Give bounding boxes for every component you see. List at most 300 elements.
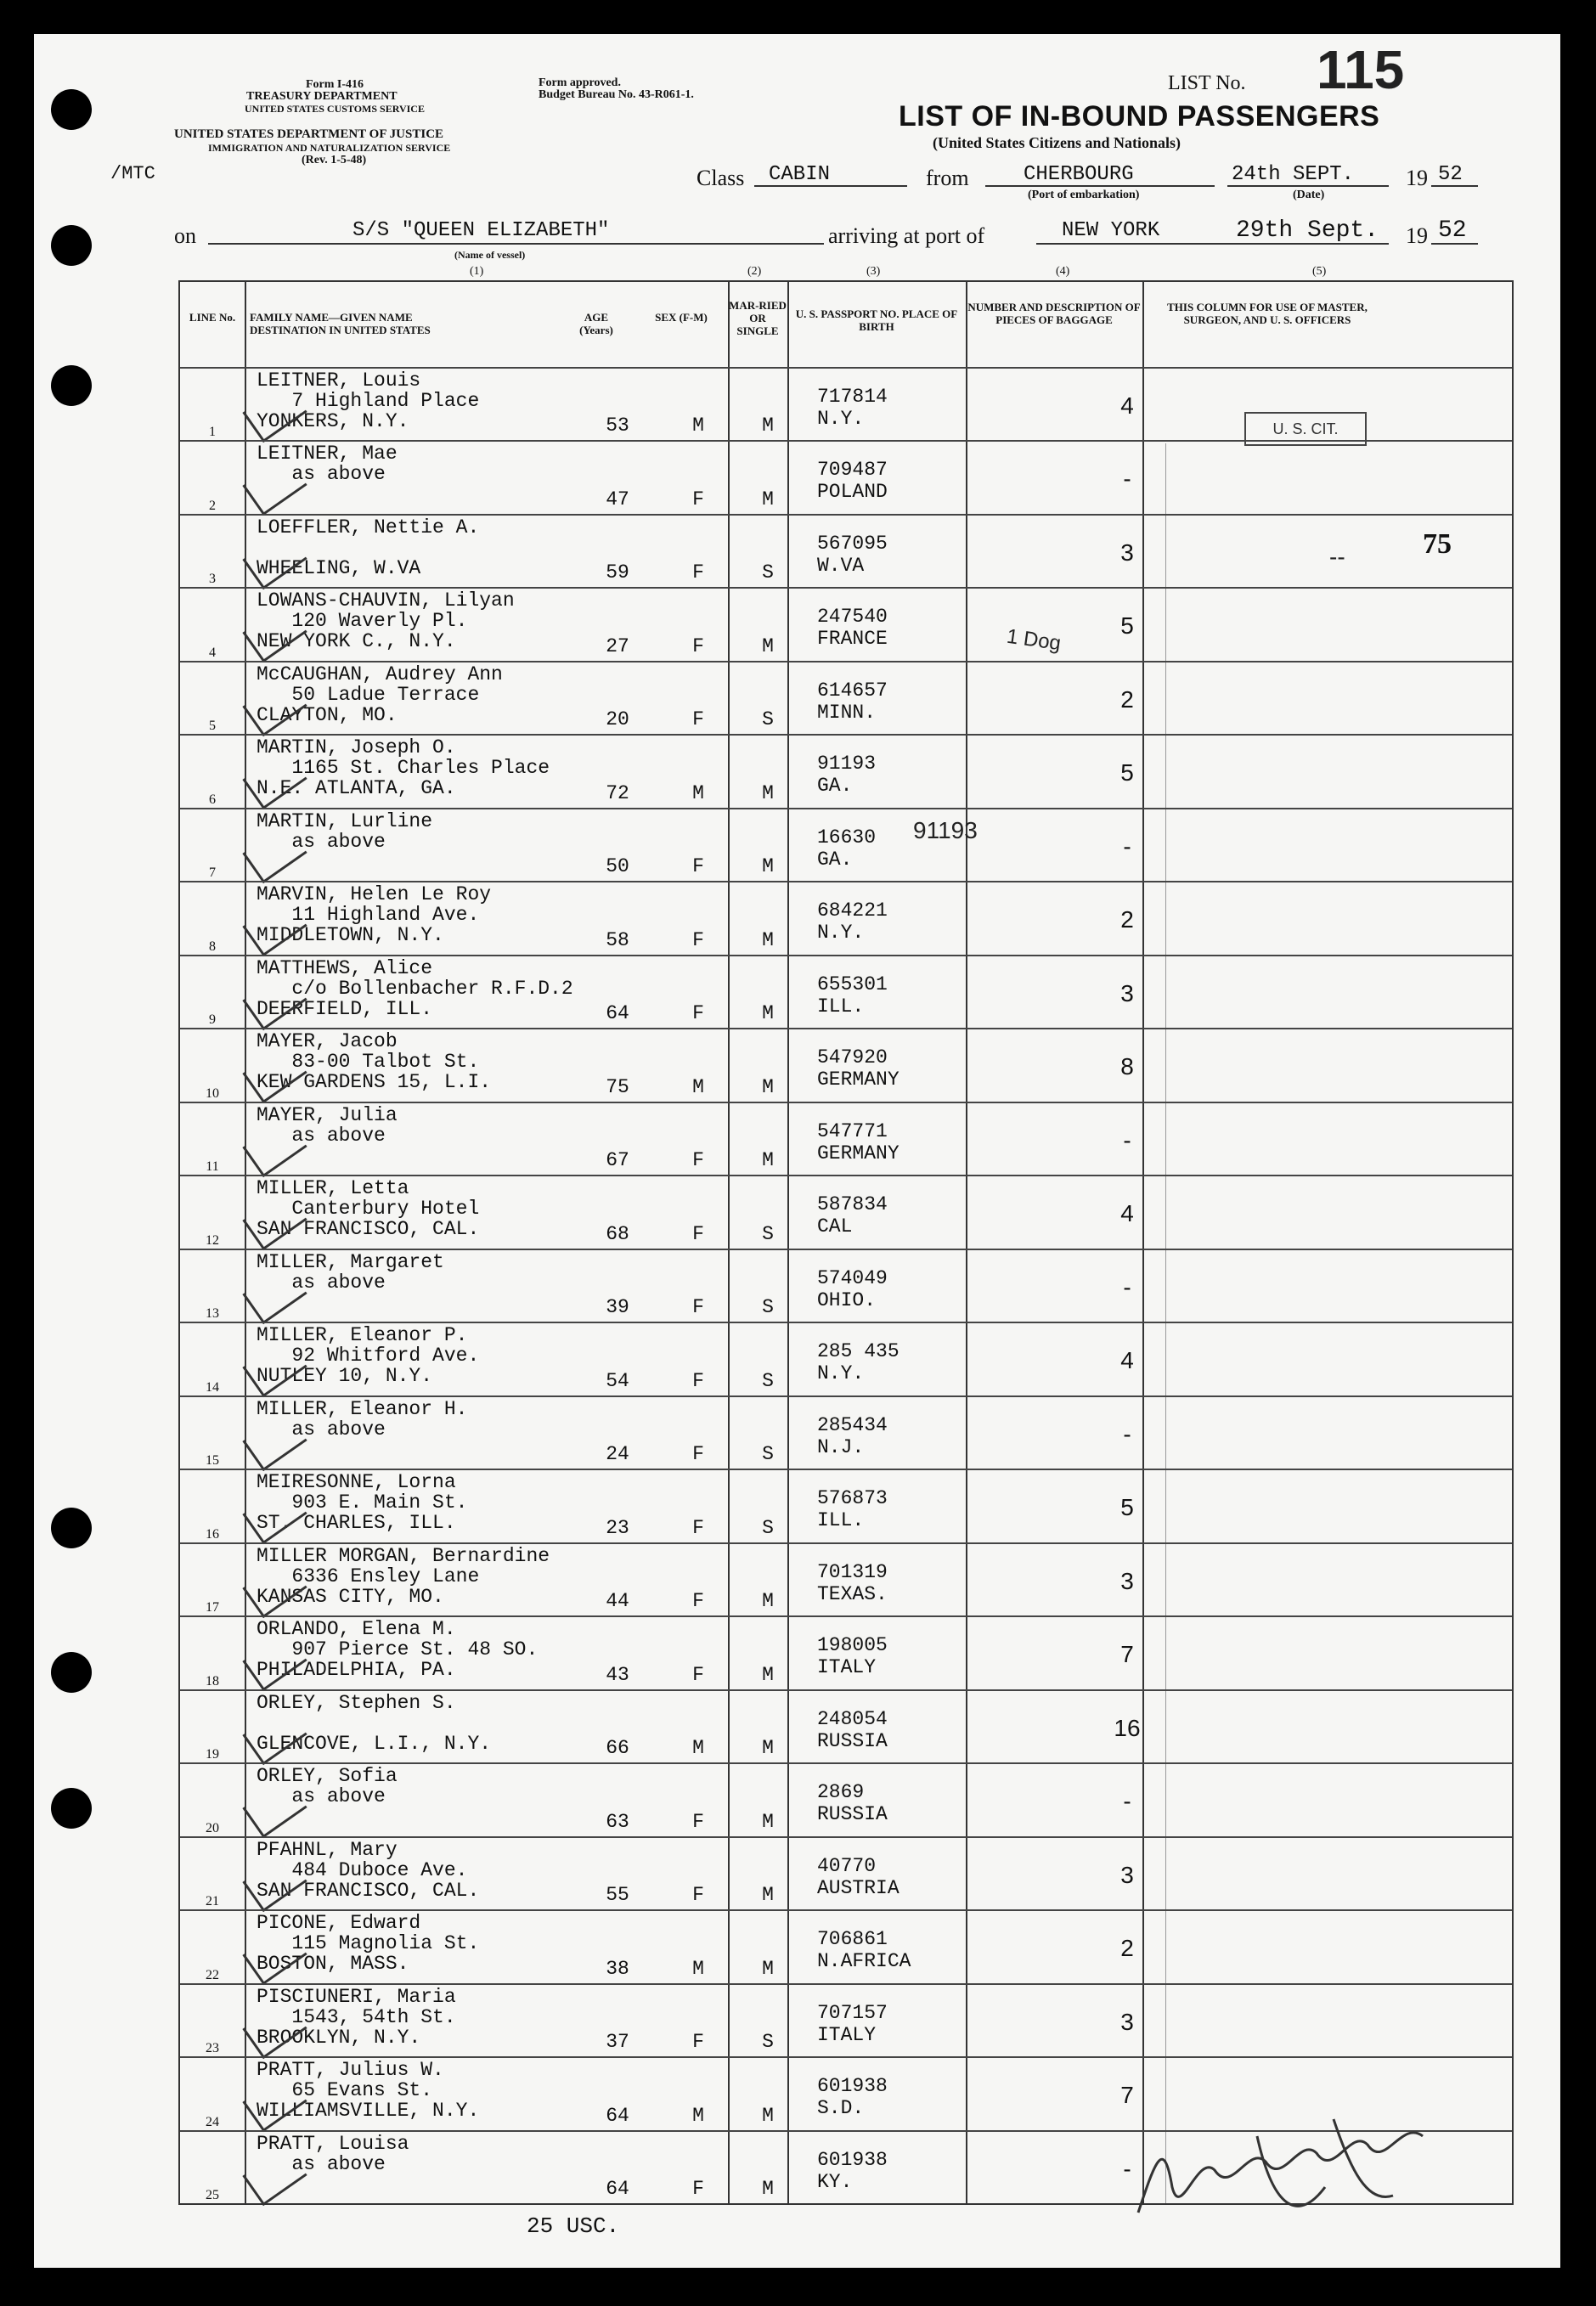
place-of-birth: ITALY — [817, 2023, 877, 2046]
date-caption: (Date) — [1293, 189, 1325, 201]
baggage-count: 3 — [1120, 1861, 1134, 1888]
baggage-count: 5 — [1120, 759, 1134, 787]
passenger-name: MARTIN, Joseph O. 1165 St. Charles Place N.E. ATLANTA, GA. — [257, 736, 550, 800]
baggage-count: 4 — [1120, 1347, 1134, 1374]
passenger-name: MARVIN, Helen Le Roy 11 Highland Ave. MIDDLETOWN, N.Y. — [257, 883, 492, 947]
passport-correction: 91193 — [913, 817, 978, 843]
table-row — [180, 1836, 1512, 1911]
marital-status: M — [762, 2177, 774, 2200]
passport-and-birthplace — [817, 1928, 911, 1972]
age: 55 — [606, 1884, 629, 1907]
sex: F — [692, 708, 704, 731]
passport-number: 2869 — [817, 1781, 865, 1804]
sex: M — [692, 1075, 704, 1098]
line-number: 17 — [206, 1600, 219, 1615]
col-header-line: LINE No. — [189, 311, 236, 324]
sex: F — [692, 1810, 704, 1833]
place-of-birth: OHIO. — [817, 1288, 877, 1311]
year-arrived: 52 — [1438, 217, 1467, 244]
passport-number: 248054 — [817, 1707, 888, 1730]
age: 43 — [606, 1663, 629, 1686]
line-number: 19 — [206, 1747, 219, 1762]
marital-status: S — [762, 2031, 774, 2054]
age: 64 — [606, 2177, 629, 2200]
punch-hole — [51, 365, 92, 406]
line-number: 6 — [209, 792, 216, 807]
line-number: 7 — [209, 865, 216, 881]
age: 37 — [606, 2031, 629, 2054]
officer-signature — [1130, 2085, 1435, 2238]
table-row — [180, 1689, 1512, 1764]
marital-status: M — [762, 1737, 774, 1760]
passport-number: 614657 — [817, 679, 888, 702]
place-of-birth: CAL — [817, 1215, 853, 1238]
place-of-birth: ILL. — [817, 1509, 865, 1532]
sex: F — [692, 855, 704, 878]
table-row — [180, 661, 1512, 736]
line-number: 24 — [206, 2114, 219, 2129]
age: 39 — [606, 1296, 629, 1319]
passenger-name: MILLER, Eleanor P. 92 Whitford Ave. NUTLEY 10, N.Y. — [257, 1324, 480, 1388]
passenger-name: MEIRESONNE, Lorna 903 E. Main St. ST. CHARLES, ILL. — [257, 1471, 468, 1535]
place-of-birth: AUSTRIA — [817, 1876, 900, 1899]
col-num-3: (3) — [866, 265, 881, 278]
line-number: 8 — [209, 939, 216, 954]
baggage-count: - — [1123, 2155, 1131, 2182]
passport-number: 655301 — [817, 973, 888, 995]
note-75: 75 — [1423, 528, 1452, 560]
passport-number: 547920 — [817, 1046, 888, 1069]
punch-hole — [51, 225, 92, 266]
line-number: 22 — [206, 1967, 219, 1982]
passport-and-birthplace — [817, 533, 888, 577]
sex: F — [692, 634, 704, 657]
place-of-birth: TEXAS. — [817, 1582, 888, 1605]
passenger-name: LOEFFLER, Nettie A. WHEELING, W.VA — [257, 516, 480, 579]
sex: M — [692, 414, 704, 437]
baggage-count: 7 — [1120, 1641, 1134, 1668]
col-num-1: (1) — [470, 265, 484, 278]
age: 75 — [606, 1075, 629, 1098]
passport-number: 91193 — [817, 753, 877, 775]
table-row — [180, 440, 1512, 515]
dog-note: 1 Dog — [1005, 624, 1063, 656]
passenger-name: MILLER, Margaret as above — [257, 1250, 444, 1294]
marital-status: M — [762, 1663, 774, 1686]
sex: F — [692, 1002, 704, 1025]
age: 58 — [606, 928, 629, 951]
passenger-name: LOWANS-CHAUVIN, Lilyan 120 Waverly Pl. NEW YORK C., N.Y. — [257, 589, 515, 653]
sex: F — [692, 1516, 704, 1539]
table-row — [180, 1762, 1512, 1837]
punch-hole — [51, 1652, 92, 1693]
table-row — [180, 1615, 1512, 1690]
baggage-count: 3 — [1120, 979, 1134, 1006]
col-header-baggage: NUMBER AND DESCRIPTION OF PIECES OF BAGGAGE — [967, 301, 1141, 326]
marital-status: M — [762, 781, 774, 804]
baggage-count: - — [1123, 1126, 1131, 1153]
table-row — [180, 1322, 1512, 1396]
place-of-birth: S.D. — [817, 2097, 865, 2120]
mtc-code: /MTC — [110, 163, 155, 184]
age: 54 — [606, 1369, 629, 1392]
passport-number: 709487 — [817, 459, 888, 482]
passport-and-birthplace — [817, 1414, 888, 1458]
age: 24 — [606, 1443, 629, 1466]
marital-status: M — [762, 634, 774, 657]
age: 64 — [606, 1002, 629, 1025]
place-of-birth: ITALY — [817, 1656, 877, 1679]
passenger-name: MILLER, Eleanor H. as above — [257, 1397, 468, 1441]
age: 66 — [606, 1737, 629, 1760]
service: UNITED STATES CUSTOMS SERVICE — [245, 103, 425, 115]
arrival-date: 29th Sept. — [1236, 217, 1379, 244]
passport-and-birthplace — [817, 606, 888, 650]
line-number: 2 — [209, 498, 216, 513]
col-header-officers: THIS COLUMN FOR USE OF MASTER, SURGEON, AND U. S. OFFICERS — [1167, 301, 1368, 326]
col-header-married: MAR-RIED OR SINGLE — [729, 299, 787, 337]
passport-and-birthplace — [817, 2149, 888, 2193]
sex: F — [692, 1663, 704, 1686]
passport-and-birthplace — [817, 459, 888, 503]
table-row — [180, 734, 1512, 809]
list-subtitle: (United States Citizens and Nationals) — [933, 134, 1181, 151]
table-row — [180, 808, 1512, 882]
passport-number: 717814 — [817, 386, 888, 408]
sex: F — [692, 1296, 704, 1319]
passenger-table — [178, 280, 1514, 2205]
passport-number: 684221 — [817, 899, 888, 922]
ins: IMMIGRATION AND NATURALIZATION SERVICE — [208, 142, 451, 154]
line-number: 16 — [206, 1526, 219, 1542]
marital-status: M — [762, 855, 774, 878]
place-of-birth: GA. — [817, 775, 853, 798]
passport-number: 576873 — [817, 1487, 888, 1510]
marital-status: M — [762, 1075, 774, 1098]
passport-and-birthplace — [817, 679, 888, 724]
port-caption: (Port of embarkation) — [1028, 189, 1140, 201]
col-num-5: (5) — [1312, 265, 1327, 278]
form-approved: Form approved. — [539, 76, 621, 89]
table-row — [180, 1983, 1512, 2058]
passport-number: 706861 — [817, 1928, 888, 1951]
baggage-count: 2 — [1120, 685, 1134, 713]
department: TREASURY DEPARTMENT — [246, 90, 398, 103]
col-num-4: (4) — [1056, 265, 1070, 278]
marital-status: S — [762, 1369, 774, 1392]
age: 47 — [606, 488, 629, 510]
passport-number: 40770 — [817, 1854, 877, 1877]
departure-date: 24th SEPT. — [1232, 163, 1355, 186]
passport-number: 198005 — [817, 1634, 888, 1657]
baggage-count: 4 — [1120, 392, 1134, 419]
age: 38 — [606, 1957, 629, 1980]
sex: F — [692, 1369, 704, 1392]
passport-and-birthplace — [817, 1708, 888, 1752]
passenger-name: McCAUGHAN, Audrey Ann 50 Ladue Terrace CLAYTON, MO. — [257, 662, 503, 726]
sex: M — [692, 1957, 704, 1980]
line-number: 18 — [206, 1673, 219, 1689]
sex: F — [692, 2177, 704, 2200]
passport-and-birthplace — [817, 826, 876, 871]
table-row — [180, 1175, 1512, 1249]
place-of-birth: GERMANY — [817, 1068, 900, 1091]
list-no-value: 115 — [1317, 39, 1405, 100]
place-of-birth: RUSSIA — [817, 1803, 888, 1826]
col-header-sex: SEX (F-M) — [655, 311, 708, 324]
place-of-birth: GA. — [817, 848, 853, 871]
col-num-2: (2) — [747, 265, 762, 278]
passport-and-birthplace — [817, 2075, 888, 2119]
passenger-name: MILLER, Letta Canterbury Hotel SAN FRANCISCO, CAL. — [257, 1177, 480, 1241]
place-of-birth: N.AFRICA — [817, 1950, 911, 1973]
passport-number: 574049 — [817, 1266, 888, 1289]
line-number: 9 — [209, 1012, 216, 1028]
us-citizen-stamp: U. S. CIT. — [1244, 412, 1367, 446]
passenger-name: ORLANDO, Elena M. 907 Pierce St. 48 SO. PHILADELPHIA, PA. — [257, 1618, 539, 1682]
passport-and-birthplace — [817, 1781, 888, 1825]
place-of-birth: ILL. — [817, 995, 865, 1018]
baggage-count: 3 — [1120, 1567, 1134, 1594]
passport-number: 247540 — [817, 606, 888, 629]
passenger-name: MATTHEWS, Alice c/o Bollenbacher R.F.D.2 DEERFIELD, ILL. — [257, 956, 573, 1020]
passenger-name: ORLEY, Sofia as above — [257, 1765, 398, 1808]
passport-number: 547771 — [817, 1119, 888, 1142]
passport-and-birthplace — [817, 899, 888, 944]
age: 50 — [606, 855, 629, 878]
line-number: 3 — [209, 572, 216, 587]
marital-status: M — [762, 2104, 774, 2127]
table-row — [180, 1395, 1512, 1470]
marital-status: M — [762, 488, 774, 510]
line-number: 12 — [206, 1232, 219, 1248]
table-row — [180, 514, 1512, 589]
passport-and-birthplace — [817, 1193, 888, 1238]
marital-status: S — [762, 1443, 774, 1466]
passport-number: 587834 — [817, 1193, 888, 1216]
line-number: 23 — [206, 2041, 219, 2056]
passenger-name: PISCIUNERI, Maria 1543, 54th St. BROOKLYN, N.Y. — [257, 1985, 456, 2049]
year-prefix: 19 — [1406, 166, 1428, 190]
baggage-count: 5 — [1120, 1494, 1134, 1521]
passport-number: 601938 — [817, 2075, 888, 2098]
age: 23 — [606, 1516, 629, 1539]
sex: F — [692, 488, 704, 510]
line-number: 25 — [206, 2187, 219, 2202]
place-of-birth: MINN. — [817, 701, 877, 724]
passenger-name: PRATT, Julius W. 65 Evans St. WILLIAMSVILLE, N.Y. — [257, 2059, 480, 2123]
passport-number: 567095 — [817, 532, 888, 555]
passport-and-birthplace — [817, 753, 876, 797]
age: 63 — [606, 1810, 629, 1833]
passenger-name: PFAHNL, Mary 484 Duboce Ave. SAN FRANCISCO, CAL. — [257, 1838, 480, 1902]
place-of-birth: N.Y. — [817, 922, 865, 944]
list-no-label: LIST No. — [1168, 72, 1246, 94]
vessel-name: S/S "QUEEN ELIZABETH" — [352, 219, 610, 242]
marital-status: S — [762, 708, 774, 731]
place-of-birth: N.Y. — [817, 1362, 865, 1385]
passenger-name: MAYER, Jacob 83-00 Talbot St. KEW GARDENS 15, L.I. — [257, 1030, 492, 1094]
place-of-birth: N.J. — [817, 1435, 865, 1458]
passenger-name: ORLEY, Stephen S. GLENCOVE, L.I., N.Y. — [257, 1691, 492, 1755]
passport-and-birthplace — [817, 1340, 900, 1384]
table-row — [180, 881, 1512, 956]
sex: F — [692, 928, 704, 951]
passenger-name: PRATT, Louisa as above — [257, 2132, 409, 2175]
list-title: LIST OF IN-BOUND PASSENGERS — [899, 100, 1380, 132]
age: 53 — [606, 414, 629, 437]
table-row — [180, 1249, 1512, 1323]
line-number: 21 — [206, 1894, 219, 1909]
place-of-birth: W.VA — [817, 554, 865, 577]
table-row — [180, 1909, 1512, 1984]
place-of-birth: N.Y. — [817, 408, 865, 430]
passport-and-birthplace — [817, 1046, 900, 1091]
punch-hole — [51, 1508, 92, 1548]
marital-status: M — [762, 1590, 774, 1613]
marital-status: S — [762, 1296, 774, 1319]
class-label: Class — [696, 166, 745, 190]
passport-and-birthplace — [817, 1487, 888, 1531]
baggage-count: 7 — [1120, 2082, 1134, 2109]
marital-status: M — [762, 1884, 774, 1907]
table-row — [180, 955, 1512, 1029]
marital-status: M — [762, 1810, 774, 1833]
marital-status: S — [762, 561, 774, 584]
age: 68 — [606, 1222, 629, 1245]
port-of-embarkation: CHERBOURG — [1024, 163, 1134, 186]
rev: (Rev. 1-5-48) — [302, 154, 367, 166]
col-header-name: FAMILY NAME—GIVEN NAME DESTINATION IN UNITED STATES — [250, 311, 431, 336]
marital-status: S — [762, 1516, 774, 1539]
passenger-name: LEITNER, Mae as above — [257, 443, 398, 486]
line-number: 15 — [206, 1453, 219, 1469]
year-prefix-2: 19 — [1406, 223, 1428, 248]
baggage-count: 8 — [1120, 1053, 1134, 1080]
baggage-count: 2 — [1120, 906, 1134, 933]
form-number: Form I-416 — [306, 78, 364, 91]
passport-and-birthplace — [817, 1855, 900, 1899]
dash-note: -- — [1329, 544, 1345, 570]
line-number: 14 — [206, 1379, 219, 1395]
age: 72 — [606, 781, 629, 804]
marital-status: M — [762, 414, 774, 437]
sex: F — [692, 1884, 704, 1907]
passenger-name: LEITNER, Louis 7 Highland Place YONKERS, N.Y. — [257, 369, 480, 432]
marital-status: M — [762, 1957, 774, 1980]
baggage-count: - — [1123, 1420, 1131, 1447]
sex: F — [692, 1222, 704, 1245]
passenger-name: MAYER, Julia as above — [257, 1103, 398, 1147]
sex: F — [692, 2031, 704, 2054]
line-number: 11 — [206, 1159, 219, 1175]
punch-hole — [51, 1788, 92, 1829]
passport-number: 601938 — [817, 2148, 888, 2171]
col-header-passport: U. S. PASSPORT NO. PLACE OF BIRTH — [795, 307, 958, 333]
baggage-count: - — [1123, 1788, 1131, 1815]
passport-and-birthplace — [817, 1634, 888, 1678]
table-row — [180, 1469, 1512, 1543]
marital-status: M — [762, 1002, 774, 1025]
table-row — [180, 1028, 1512, 1102]
age: 64 — [606, 2104, 629, 2127]
passport-and-birthplace — [817, 2002, 888, 2046]
line-number: 13 — [206, 1306, 219, 1322]
passenger-name: PICONE, Edward 115 Magnolia St. BOSTON, MASS. — [257, 1912, 480, 1976]
baggage-count: - — [1123, 465, 1131, 493]
place-of-birth: RUSSIA — [817, 1729, 888, 1752]
passport-and-birthplace — [817, 973, 888, 1018]
sex: F — [692, 1590, 704, 1613]
age: 59 — [606, 561, 629, 584]
on-label: on — [174, 223, 196, 248]
sex: M — [692, 2104, 704, 2127]
passport-and-birthplace — [817, 1120, 900, 1164]
line-number: 10 — [206, 1085, 219, 1101]
age: 67 — [606, 1149, 629, 1172]
marital-status: M — [762, 1149, 774, 1172]
baggage-count: 5 — [1120, 612, 1134, 640]
doj: UNITED STATES DEPARTMENT OF JUSTICE — [174, 127, 444, 141]
budget-bureau: Budget Bureau No. 43-R061-1. — [539, 88, 694, 101]
baggage-count: 3 — [1120, 2008, 1134, 2035]
table-row — [180, 1542, 1512, 1617]
col-header-age: AGE (Years) — [579, 311, 613, 336]
age: 27 — [606, 634, 629, 657]
passport-number: 285434 — [817, 1413, 888, 1436]
sex: F — [692, 1149, 704, 1172]
marital-status: S — [762, 1222, 774, 1245]
arrival-port: NEW YORK — [1062, 219, 1160, 242]
passport-number: 285 435 — [817, 1340, 900, 1363]
class-value: CABIN — [769, 163, 831, 186]
passport-and-birthplace — [817, 386, 888, 430]
arriving-label: arriving at port of — [828, 223, 985, 248]
place-of-birth: FRANCE — [817, 628, 888, 651]
passport-number: 701319 — [817, 1560, 888, 1583]
line-number: 5 — [209, 719, 216, 734]
table-row — [180, 587, 1512, 662]
punch-hole — [51, 89, 92, 130]
table-row — [180, 1102, 1512, 1176]
baggage-count: 16 — [1114, 1714, 1141, 1741]
passport-and-birthplace — [817, 1267, 888, 1311]
sex: F — [692, 561, 704, 584]
line-number: 20 — [206, 1820, 219, 1835]
vessel-caption: (Name of vessel) — [454, 249, 526, 261]
sex: M — [692, 1737, 704, 1760]
baggage-count: 4 — [1120, 1200, 1134, 1227]
line-number: 4 — [209, 645, 216, 660]
age: 44 — [606, 1590, 629, 1613]
passenger-name: MARTIN, Lurline as above — [257, 809, 433, 853]
line-number: 1 — [209, 425, 216, 440]
from-label: from — [926, 166, 969, 190]
age: 20 — [606, 708, 629, 731]
baggage-count: - — [1123, 832, 1131, 860]
sex: M — [692, 781, 704, 804]
passport-number: 16630 — [817, 826, 877, 849]
marital-status: M — [762, 928, 774, 951]
place-of-birth: GERMANY — [817, 1142, 900, 1164]
footer-note: 25 USC. — [527, 2213, 620, 2239]
passport-number: 707157 — [817, 2001, 888, 2024]
passport-and-birthplace — [817, 1561, 888, 1605]
sex: F — [692, 1443, 704, 1466]
baggage-count: 2 — [1120, 1935, 1134, 1962]
year-departed: 52 — [1438, 163, 1463, 186]
place-of-birth: KY. — [817, 2170, 853, 2193]
